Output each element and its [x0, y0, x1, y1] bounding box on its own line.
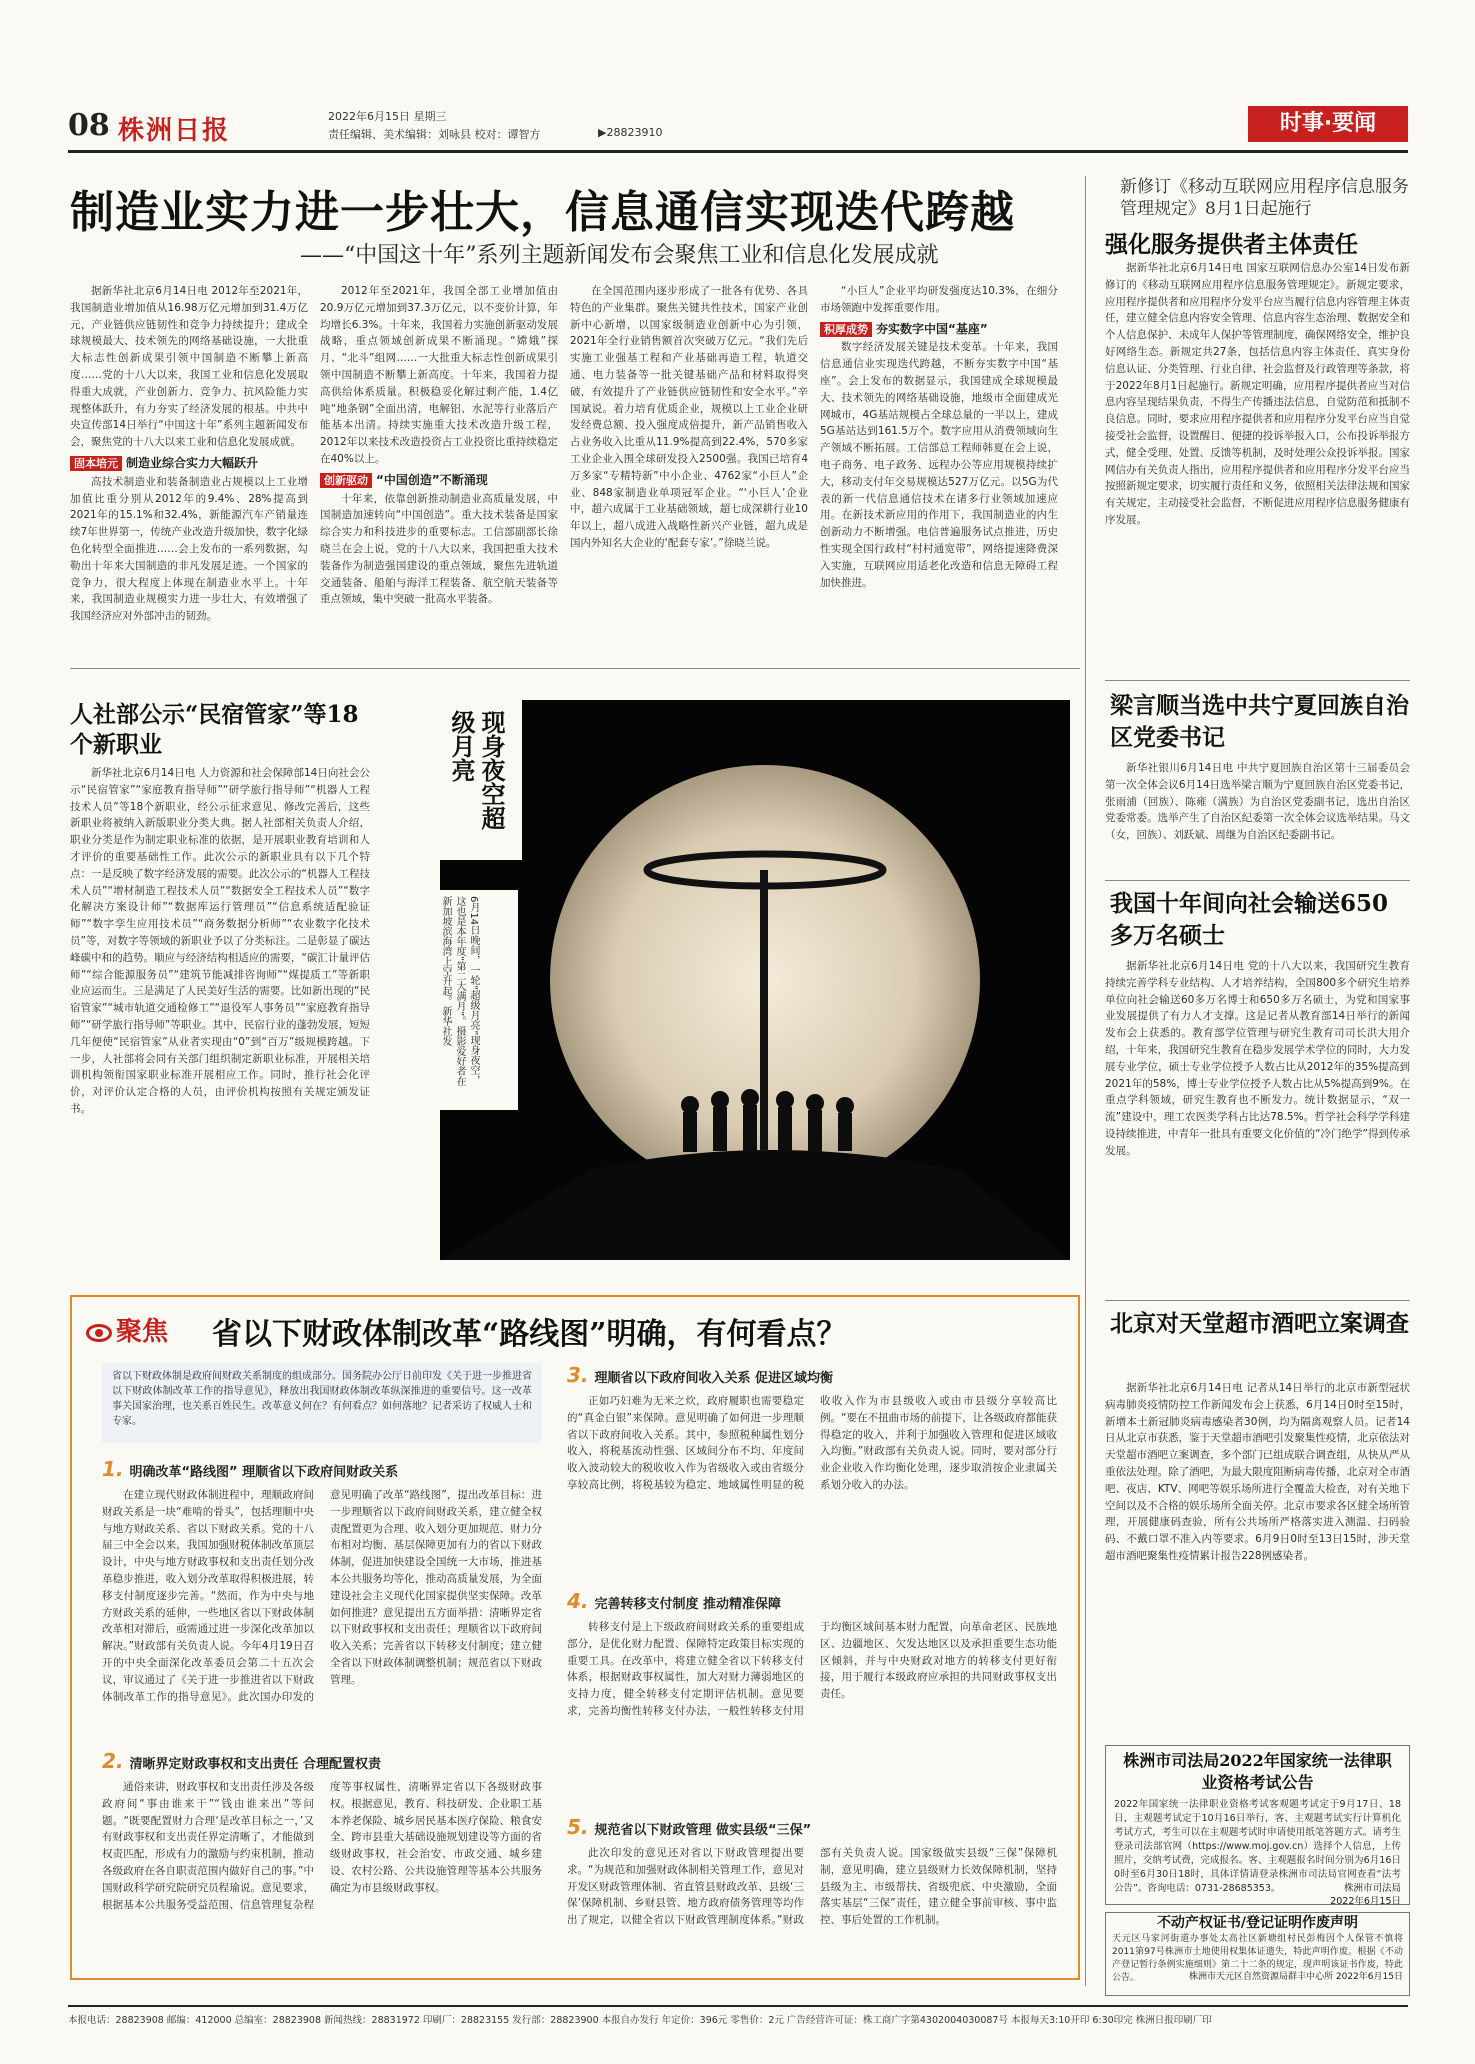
focus-paragraph: 转移支付是上下级政府间财政关系的重要组成部分，是优化财力配置、保障特定政策目标实现的重要工具。在改革中，将建立健全省以下转移支付体系，根据财政事权属性，加大对财力薄弱地区的支持力度，健全转移支付定期评估机制。意见要求，完善均衡性转移支付办法，一般性转移支付用于均衡区域间基本财力配置，向革命老区、民族地区、边疆地区、欠发达地区以及承担重要生态功能区倾斜，并与中央财政对地方的转移支付更好衔接，用于履行本级政府应承担的共同财政事权支出责任。	[567, 1621, 1057, 1717]
photo-title-box	[432, 700, 522, 860]
lead-column-4	[820, 283, 1058, 657]
app-rules-headline: 强化服务提供者主体责任	[1105, 231, 1358, 258]
app-rules-kicker: 新修订《移动互联网应用程序信息服务管理规定》8月1日起施行	[1120, 177, 1409, 219]
lead-paragraph: 高技术制造业和装备制造业占规模以上工业增加值比重分别从2012年的9.4%、28%提高到2021年的15.1%和32.4%，新能源汽车产销量连续7年世界第一，传统产业改造升级加快，数字化绿色化转型全面推进……会上发布的一系列数据，勾勒出十年来大国制造的非凡发展足迹。一个国家的竞争力，很大程度上体现在制造业水平上。十年来，我国制造业规模实力进一步壮大，有效增强了我国经济应对外部冲击的韧劲。	[70, 475, 308, 623]
lead-subheadline: ——“中国这十年”系列主题新闻发布会聚焦工业和信息化发展成就	[300, 243, 939, 268]
exam-notice-title: 株洲市司法局2022年国家统一法律职业资格考试公告	[1123, 1751, 1392, 1792]
focus-headline: 省以下财政体制改革“路线图”明确，有何看点？	[212, 1317, 847, 1352]
section-title-text: 清晰界定财政事权和支出责任 合理配置权责	[129, 1757, 382, 1772]
masthead-rule	[68, 150, 1408, 153]
subsection-title: “中国创造”不断涌现	[376, 472, 488, 487]
section-rule	[1105, 680, 1410, 681]
focus-intro-box	[102, 1363, 542, 1443]
lead-headline: 制造业实力进一步壮大，信息通信实现迭代跨越	[70, 187, 1015, 238]
focus-label	[86, 1311, 196, 1351]
section-rule	[1105, 880, 1410, 881]
lead-column-2	[320, 283, 558, 657]
focus-paragraph: 通俗来讲，财政事权和支出责任涉及各级政府间“事由谁来干”“钱由谁来出”等问题。“既要配置财力合理‘是改革目标之一，’又有财政事权和支出责任界定清晰了，才能做到权责匹配，形成有力的激励与约束机制，推动各级政府在各自职责范围内做好自己的事。”中国财政科学研究院研究员程瑜说。意见要求，根据基本公共服务受益范围、信息管理复杂程度等事权属性，清晰界定省以下各级财政事权。根据意见，教育、科技研发、企业职工基本养老保险、城乡居民基本医疗保险、粮食安全、跨市县重大基础设施规划建设等方面的省级财政事权，社会治安、市政交通、城乡建设、农村公路、公共设施管理等基本公共服务确定为市县级财政事权。	[102, 1781, 542, 1911]
subsection-title: 制造业综合实力大幅跃升	[126, 455, 259, 470]
lead-subsection-1	[70, 455, 308, 472]
photo-title: 现身夜空超级月亮	[447, 710, 506, 830]
subsection-tag: 创新驱动	[320, 473, 372, 488]
minsu-headline: 人社部公示“民宿管家”等18个新职业	[70, 701, 359, 758]
jiuba-paragraph: 据新华社北京6月14日电 记者从14日举行的北京市新型冠状病毒肺炎疫情防控工作新闻发布会上获悉，6月14日0时至15时，新增本土新冠肺炎病毒感染者30例，均为隔离观察人员。记者14日从北京市获悉，鉴于天堂超市酒吧引发聚集性疫情，北京依法对天堂超市酒吧立案调查，多个部门已组成联合调查组，从快从严从重依法处理。除了酒吧，为最大限度阻断病毒传播，北京对全市酒吧、夜店、KTV、网吧等娱乐场所进行全覆盖大检查，对有关地下空间以及不合格的娱乐场所全面关停。北京市要求各区健全场所管理，开展健康码查验，所有公共场所严格落实进入测温、扫码验码、不戴口罩不准入内等要求。6月9日0时至13日15时，涉天堂超市酒吧聚集性疫情累计报告228例感染者。	[1105, 1382, 1410, 1562]
page-number: 08	[68, 108, 110, 143]
void-notice-signer: 株洲市天元区自然资源局群丰中心所	[1189, 1972, 1334, 1982]
moon-image	[440, 700, 1070, 1260]
subsection-title: 夯实数字中国“基座”	[876, 321, 988, 336]
lead-paragraph: 十年来，依靠创新推动制造业高质量发展，中国制造加速转向“中国创造”。重大技术装备是国家综合实力和科技进步的重要标志。工信部副部长徐晓兰在会上说，党的十八大以来，我国把重大技术装备作为制造强国建设的重点领域，聚焦先进轨道交通装备、船舶与海洋工程装备、航空航天装备等重点领域，集中突破一批高水平装备。	[320, 492, 558, 606]
lead-paragraph: 在全国范围内逐步形成了一批各有优势、各具特色的产业集群。聚焦关键共性技术，国家产业创新中心新增，以国家级制造业创新中心为引领，2021年全行业销售额首次突破万亿元。“我们先后实施工业强基工程和产业基础再造工程，轨道交通、电力装备等一批关键基础产品和材料取得突破，有效提升了产业链供应链韧性和安全水平。”辛国斌说。着力培育优质企业，规模以上工业企业研发经费总额、投入强度成倍提升，新产品销售收入占业务收入比重从11.9%提高到22.4%，570多家工业企业入围全球研发投入2500强。我国已培育4万多家“专精特新”中小企业、4762家“小巨人”企业、848家制造业单项冠军企业。“‘小巨人’企业中，超六成属于工业基础领域，超七成深耕行业10年以上，超八成进入战略性新兴产业链，超九成是国内外知名大企业的‘配套专家’。”徐晓兰说。	[570, 285, 808, 549]
section-label: 时事·要闻	[1248, 106, 1408, 142]
void-notice-title: 不动产权证书/登记证明作废声明	[1156, 1915, 1359, 1931]
focus-section-5-body	[567, 1845, 1057, 1970]
footer-info: 本报电话：28823908 邮编：412000 总编室：28823908 新闻热线：28831972 印刷厂：28823155 发行部：28823900 本报自办发行 年定价：396元 零售价：2元 广告经营许可证：株工商广字第4302004030087号 本报每天3:10开印 6:30印完 株洲日报印刷厂印	[68, 2015, 1212, 2026]
focus-section-5-title: 5. 规范省以下财政管理 做实县级“三保”	[567, 1815, 812, 1839]
app-rules-paragraph: 据新华社北京6月14日电 国家互联网信息办公室14日发布新修订的《移动互联网应用程序信息服务管理规定》。新规定要求，应用程序提供者和应用程序分发平台应当履行信息内容管理主体责任，建立健全信息内容安全管理、信息内容生态治理、数据安全和个人信息保护、未成年人保护等管理制度，确保网络安全，维护良好网络生态。新规定共27条，包括信息内容主体责任、真实身份信息认证、分类管理、行业自律、社会监督及行政管理等条款，将于2022年8月1日起施行。新规定明确，应用程序提供者应当对信息内容呈现结果负责，不得生产传播违法信息，自觉防范和抵制不良信息。同时，要求应用程序提供者和应用程序分发平台应当自觉接受社会监督，设置醒目、便捷的投诉举报入口，公布投诉举报方式，健全受理、处置、反馈等机制，及时处理公众投诉举报。国家网信办有关负责人指出，应用程序提供者和应用程序分发平台应当按照新规定要求，切实履行责任和义务，依照相关法律法规和国家有关规定，主动接受社会监督，不断促进应用程序信息服务健康有序发展。	[1105, 262, 1410, 526]
focus-section-1-title: 1. 明确改革“路线图” 理顺省以下政府间财政关系	[102, 1457, 399, 1481]
paper-logo: 株洲日报	[118, 116, 231, 146]
focus-label-text: 聚焦	[116, 1317, 169, 1347]
lead-paragraph: 数字经济发展关键是技术变革。十年来，我国信息通信业实现迭代跨越，不断夯实数字中国“基座”。会上发布的数据显示，我国建成全球规模最大、技术领先的网络基础设施，地级市全面建成光网城市，4G基站规模占全球总量的一半以上，建成5G基站达到161.5万个。数字应用从消费领域向生产领域不断拓展。工信部总工程师韩夏在会上说，电子商务、电子政务、远程办公等应用规模持续扩大，移动支付年交易规模达527万亿元。以5G为代表的新一代信息通信技术在诸多行业领域加速应用。在新技术新应用的作用下，我国制造业的内生创新动力不断增强。电信普遍服务试点推进，历史性实现全国行政村“村村通宽带”，网络提速降费深入实施，互联网应用适老化改造和信息无障碍工程加快推进。	[820, 341, 1058, 589]
minsu-paragraph: 新华社北京6月14日电 人力资源和社会保障部14日向社会公示“民宿管家”“家庭教育指导师”“研学旅行指导师”“机器人工程技术人员”等18个新职业，经公示征求意见、修改完善后，这些新职业将被纳入新版职业分类大典。据人社部相关负责人介绍，职业分类是作为制定职业标准的依据，是开展职业教育培训和人才评价的重要基础性工作。此次公示的新职业具有以下几个特点：一是反映了数字经济发展的需要。此次公示的“机器人工程技术人员”“增材制造工程技术人员”“数据安全工程技术人员”“数字化解决方案设计师”“数据库运行管理员”“信息系统适配验证师”“数字孪生应用技术员”“商务数据分析师”“农业数字化技术员”等，对数字等领域的新职业予以了分类标注。二是彰显了碳达峰碳中和的趋势。顺应与经济结构相适应的需要，“碳汇计量评估师”“综合能源服务员”“建筑节能减排咨询师”“煤提质工”等新职业应运而生。三是满足了人民美好生活的需要。比如新出现的“民宿管家”“城市轨道交通检修工”“退役军人事务员”“家庭教育指导师”“研学旅行指导师”等职业。其中，民宿行业的蓬勃发展，短短几年便使“民宿管家”从业者实现由“0”到“百万”级规模跨越。下一步，人社部将会同有关部门组织制定新职业标准，开展相关培训机构领衔国家职业标准开展相应工作。同时，推行社会化评价，对评价认定合格的人员，由评价机构按照有关规定颁发证书。	[70, 767, 370, 1115]
subsection-tag: 积厚成势	[820, 322, 872, 337]
shuoshi-paragraph: 据新华社北京6月14日电 党的十八大以来，我国研究生教育持续完善学科专业结构、人才培养结构，全国800多个研究生培养单位向社会输送60多万名博士和650多万名硕士，为党和国家事业发展提供了有力人才支撑。这是记者从教育部14日举行的新闻发布会上获悉的。教育部学位管理与研究生教育司司长洪大用介绍，十年来，我国研究生教育在稳步发展学术学位的同时，大力发展专业学位，硕士专业学位授予人数占比从2012年的35%提高到2021年的58%，博士专业学位授予人数占比从5%提高到9%。在重点学科领域，研究生教育也不断发力。统计数据显示，“双一流”建设中，理工农医类学科占比达78.5%。哲学社会科学学科建设持续推进，中青年一批具有重要文化价值的“冷门绝学”得到传承发展。	[1105, 960, 1410, 1157]
liang-headline: 梁言顺当选中共宁夏回族自治区党委书记	[1110, 692, 1409, 751]
lead-paragraph: 据新华社北京6月14日电 2012年至2021年，我国制造业增加值从16.98万亿元增加到31.4万亿元，产业链供应链韧性和竞争力持续提升；建成全球规模最大、技术领先的网络基础设施，一大批重大标志性创新成果引领中国制造不断攀上新高度……党的十八大以来，我国工业和信息化发展取得重大成就，产业创新力、竞争力、抗风险能力实现整体跃升，有力夯实了经济发展的根基。中共中央宣传部14日举行“中国这十年”系列主题新闻发布会，聚焦党的十八大以来工业和信息化发展成就。	[70, 285, 308, 449]
lead-paragraph: “小巨人”企业平均研发强度达10.3%，在细分市场领跑中发挥重要作用。	[820, 285, 1058, 314]
shuoshi-headline: 我国十年间向社会输送650多万名硕士	[1110, 890, 1389, 949]
column-divider	[1085, 176, 1086, 1986]
focus-paragraph: 正如巧妇难为无米之炊，政府履职也需要稳定的“真金白银”来保障。意见明确了如何进一步理顺省以下政府间收入关系。其中，参照税种属性划分收入，将税基流动性强、区域间分布不均、年度间收入波动较大的税收收入作为省级收入或由省级分享较高比例，将税基较为稳定、地域属性明显的税收收入作为市县级收入或由市县级分享较高比例。“要在不扭曲市场的前提下，让各级政府都能获得稳定的收入，并利于加强收入管理和促进区域收入均衡。”财政部有关负责人说。同时，要对部分行业企业收入作均衡化处理，逐步取消按企业隶属关系划分收入的办法。	[567, 1395, 1057, 1491]
jiuba-body	[1105, 1380, 1410, 1735]
jiuba-headline: 北京对天堂超市酒吧立案调查	[1110, 1310, 1409, 1337]
lead-subsection-3	[820, 321, 1058, 338]
issue-date: 2022年6月15日 星期三	[328, 110, 447, 123]
focus-section-3-body	[567, 1393, 1057, 1578]
focus-section-2-body	[102, 1779, 542, 1969]
eye-icon	[86, 1324, 112, 1342]
exam-notice-signer: 株洲市司法局	[1343, 1883, 1401, 1894]
focus-section-2-title: 2. 清晰界定财政事权和支出责任 合理配置权责	[102, 1749, 382, 1773]
lead-paragraph: 2012年至2021年，我国全部工业增加值由20.9万亿元增加到37.3万亿元，以不变价计算，年均增长6.3%。十年来，我国着力实施创新驱动发展战略，重点领域创新成果不断涌现。“嫦娥”探月、“北斗”组网……一大批重大标志性创新成果引领中国制造不断攀上新高度。十年来，我国着力提高供给体系质量。积极稳妥化解过剩产能，1.4亿吨“地条钢”全面出清，电解铝、水泥等行业落后产能基本出清。持续实施重大技术改造升级工程，2012年以来技术改造投资占工业投资比重持续稳定在40%以上。	[320, 285, 558, 465]
void-notice-body: 天元区马家河街道办事处太高社区新塘组村民彭梅因个人保管不慎将2011第97号株洲市土地使用权集体证遗失，特此声明作废。根据《不动产登记暂行条例实施细则》第二十二条的规定，现声明该证书作废，特此公告。	[1112, 1934, 1403, 1983]
exam-notice	[1105, 1745, 1410, 1905]
footer-rule	[68, 2005, 1408, 2007]
exam-notice-body: 2022年国家统一法律职业资格考试客观题考试定于9月17日、18日，主观题考试定于10月16日举行，客、主观题考试实行计算机化考试方式，考生可以在主观题考试时申请使用纸笔答题方式。请考生登录司法部官网（https://www.moj.gov.cn）选择个人信息，上传照片，交纳考试费，完成报名。客、主观题报名时间分别为6月16日0时至6月30日18时，具体详情请登录株洲市司法局官网查看“法考公告”。咨询电话：0731-28685353。	[1114, 1799, 1401, 1894]
focus-section-4-title: 4. 完善转移支付制度 推动精准保障	[567, 1589, 782, 1613]
focus-section-4-body	[567, 1619, 1057, 1804]
photo-caption-box	[432, 890, 518, 1110]
hotline: ▶28823910	[598, 126, 663, 139]
section-title-text: 理顺省以下政府间收入关系 促进区域均衡	[594, 1371, 834, 1386]
void-notice	[1105, 1912, 1410, 1996]
subsection-tag: 固本培元	[70, 456, 122, 471]
lead-subsection-2	[320, 472, 558, 489]
app-rules-body	[1105, 260, 1410, 670]
section-title-text: 明确改革“路线图” 理顺省以下政府间财政关系	[129, 1465, 399, 1480]
void-notice-sign	[1106, 1971, 1409, 1983]
focus-intro: 省以下财政体制是政府间财政关系制度的组成部分。国务院办公厅日前印发《关于进一步推进省以下财政体制改革工作的指导意见》，释放出我国财政体制改革纵深推进的重要信号。这一改革事关国家治理，也关系百姓民生。改革意义何在？有何看点？如何落地？记者采访了权威人士和专家。	[112, 1371, 532, 1427]
moon-photo	[440, 700, 1070, 1260]
liang-paragraph: 新华社银川6月14日电 中共宁夏回族自治区第十三届委员会第一次全体会议6月14日选举梁言顺为宁夏回族自治区党委书记，张雨浦（回族）、陈雍（满族）为自治区党委副书记，选出自治区党委常委。选举产生了自治区纪委第一次全体会议选举结果。马文（女，回族）、刘跃斌、周继为自治区纪委副书记。	[1105, 762, 1410, 842]
editor-credits: 责任编辑、美术编辑：刘咏县 校对：谭智方	[328, 128, 541, 141]
shuoshi-body	[1105, 958, 1410, 1298]
photo-caption: 6月14日晚间，一轮“超级月亮”现身夜空，这也是本年度“第二大满月”。摄影爱好者在新加坡滨海湾上空升起。新华社发	[440, 896, 479, 1087]
lead-column-3	[570, 283, 808, 657]
section-rule	[70, 668, 1080, 669]
focus-section-3-title: 3. 理顺省以下政府间收入关系 促进区域均衡	[567, 1363, 834, 1387]
exam-notice-date: 2022年6月15日	[1330, 1896, 1401, 1907]
focus-section-1-body	[102, 1487, 542, 1737]
section-title-text: 规范省以下财政管理 做实县级“三保”	[594, 1823, 812, 1838]
focus-panel	[70, 1295, 1080, 1980]
lead-column-1	[70, 283, 308, 657]
focus-paragraph: 在建立现代财政体制进程中，理顺政府间财政关系是一块“难啃的骨头”，包括理顺中央与地方财政关系、省以下财政关系。党的十八届三中全会以来，我国加强财税体制改革顶层设计，中央与地方财政事权和支出责任划分改革稳步推进，收入划分改革取得积极进展，转移支付制度逐步完善。“然而，作为中央与地方财政关系的延伸，一些地区省以下财政体制改革相对滞后，亟需通过进一步深化改革加以解决。”财政部有关负责人说。今年4月19日召开的中央全面深化改革委员会第二十五次会议，审议通过了《关于进一步推进省以下财政体制改革工作的指导意见》。此次国办印发的意见明确了改革“路线图”，提出改革目标：进一步理顺省以下政府间财政关系，建立健全权责配置更为合理、收入划分更加规范、财力分布相对均衡、基层保障更加有力的省以下财政体制，促进加快建设全国统一大市场，推进基本公共服务均等化，推动高质量发展，为全面建设社会主义现代化国家提供坚实保障。改革如何推进？意见提出五方面举措：清晰界定省以下财政事权和支出责任；理顺省以下政府间收入关系；完善省以下转移支付制度；建立健全省以下财政体制调整机制；规范省以下财政管理。	[102, 1489, 542, 1703]
section-title-text: 完善转移支付制度 推动精准保障	[594, 1597, 782, 1612]
liang-body	[1105, 760, 1410, 876]
masthead	[68, 108, 1408, 148]
void-notice-date: 2022年6月15日	[1335, 1972, 1403, 1982]
minsu-body	[70, 765, 370, 1270]
focus-paragraph: 此次印发的意见还对省以下财政管理提出要求。“为规范和加强财政体制相关管理工作，意见对开发区财政管理体制、省直管县财政改革、县级‘三保’保障机制、乡财县管、地方政府债务管理等均作出了规定，以健全省以下财政管理制度体系。”财政部有关负责人说。国家级做实县级“三保”保障机制，意见明确，建立县级财力长效保障机制，坚持县级为主、市级帮扶、省级兜底、中央激励，全面落实基层“三保”责任，建立健全事前审核、事中监控、事后处置的工作机制。	[567, 1847, 1057, 1927]
section-rule	[1105, 1300, 1410, 1301]
